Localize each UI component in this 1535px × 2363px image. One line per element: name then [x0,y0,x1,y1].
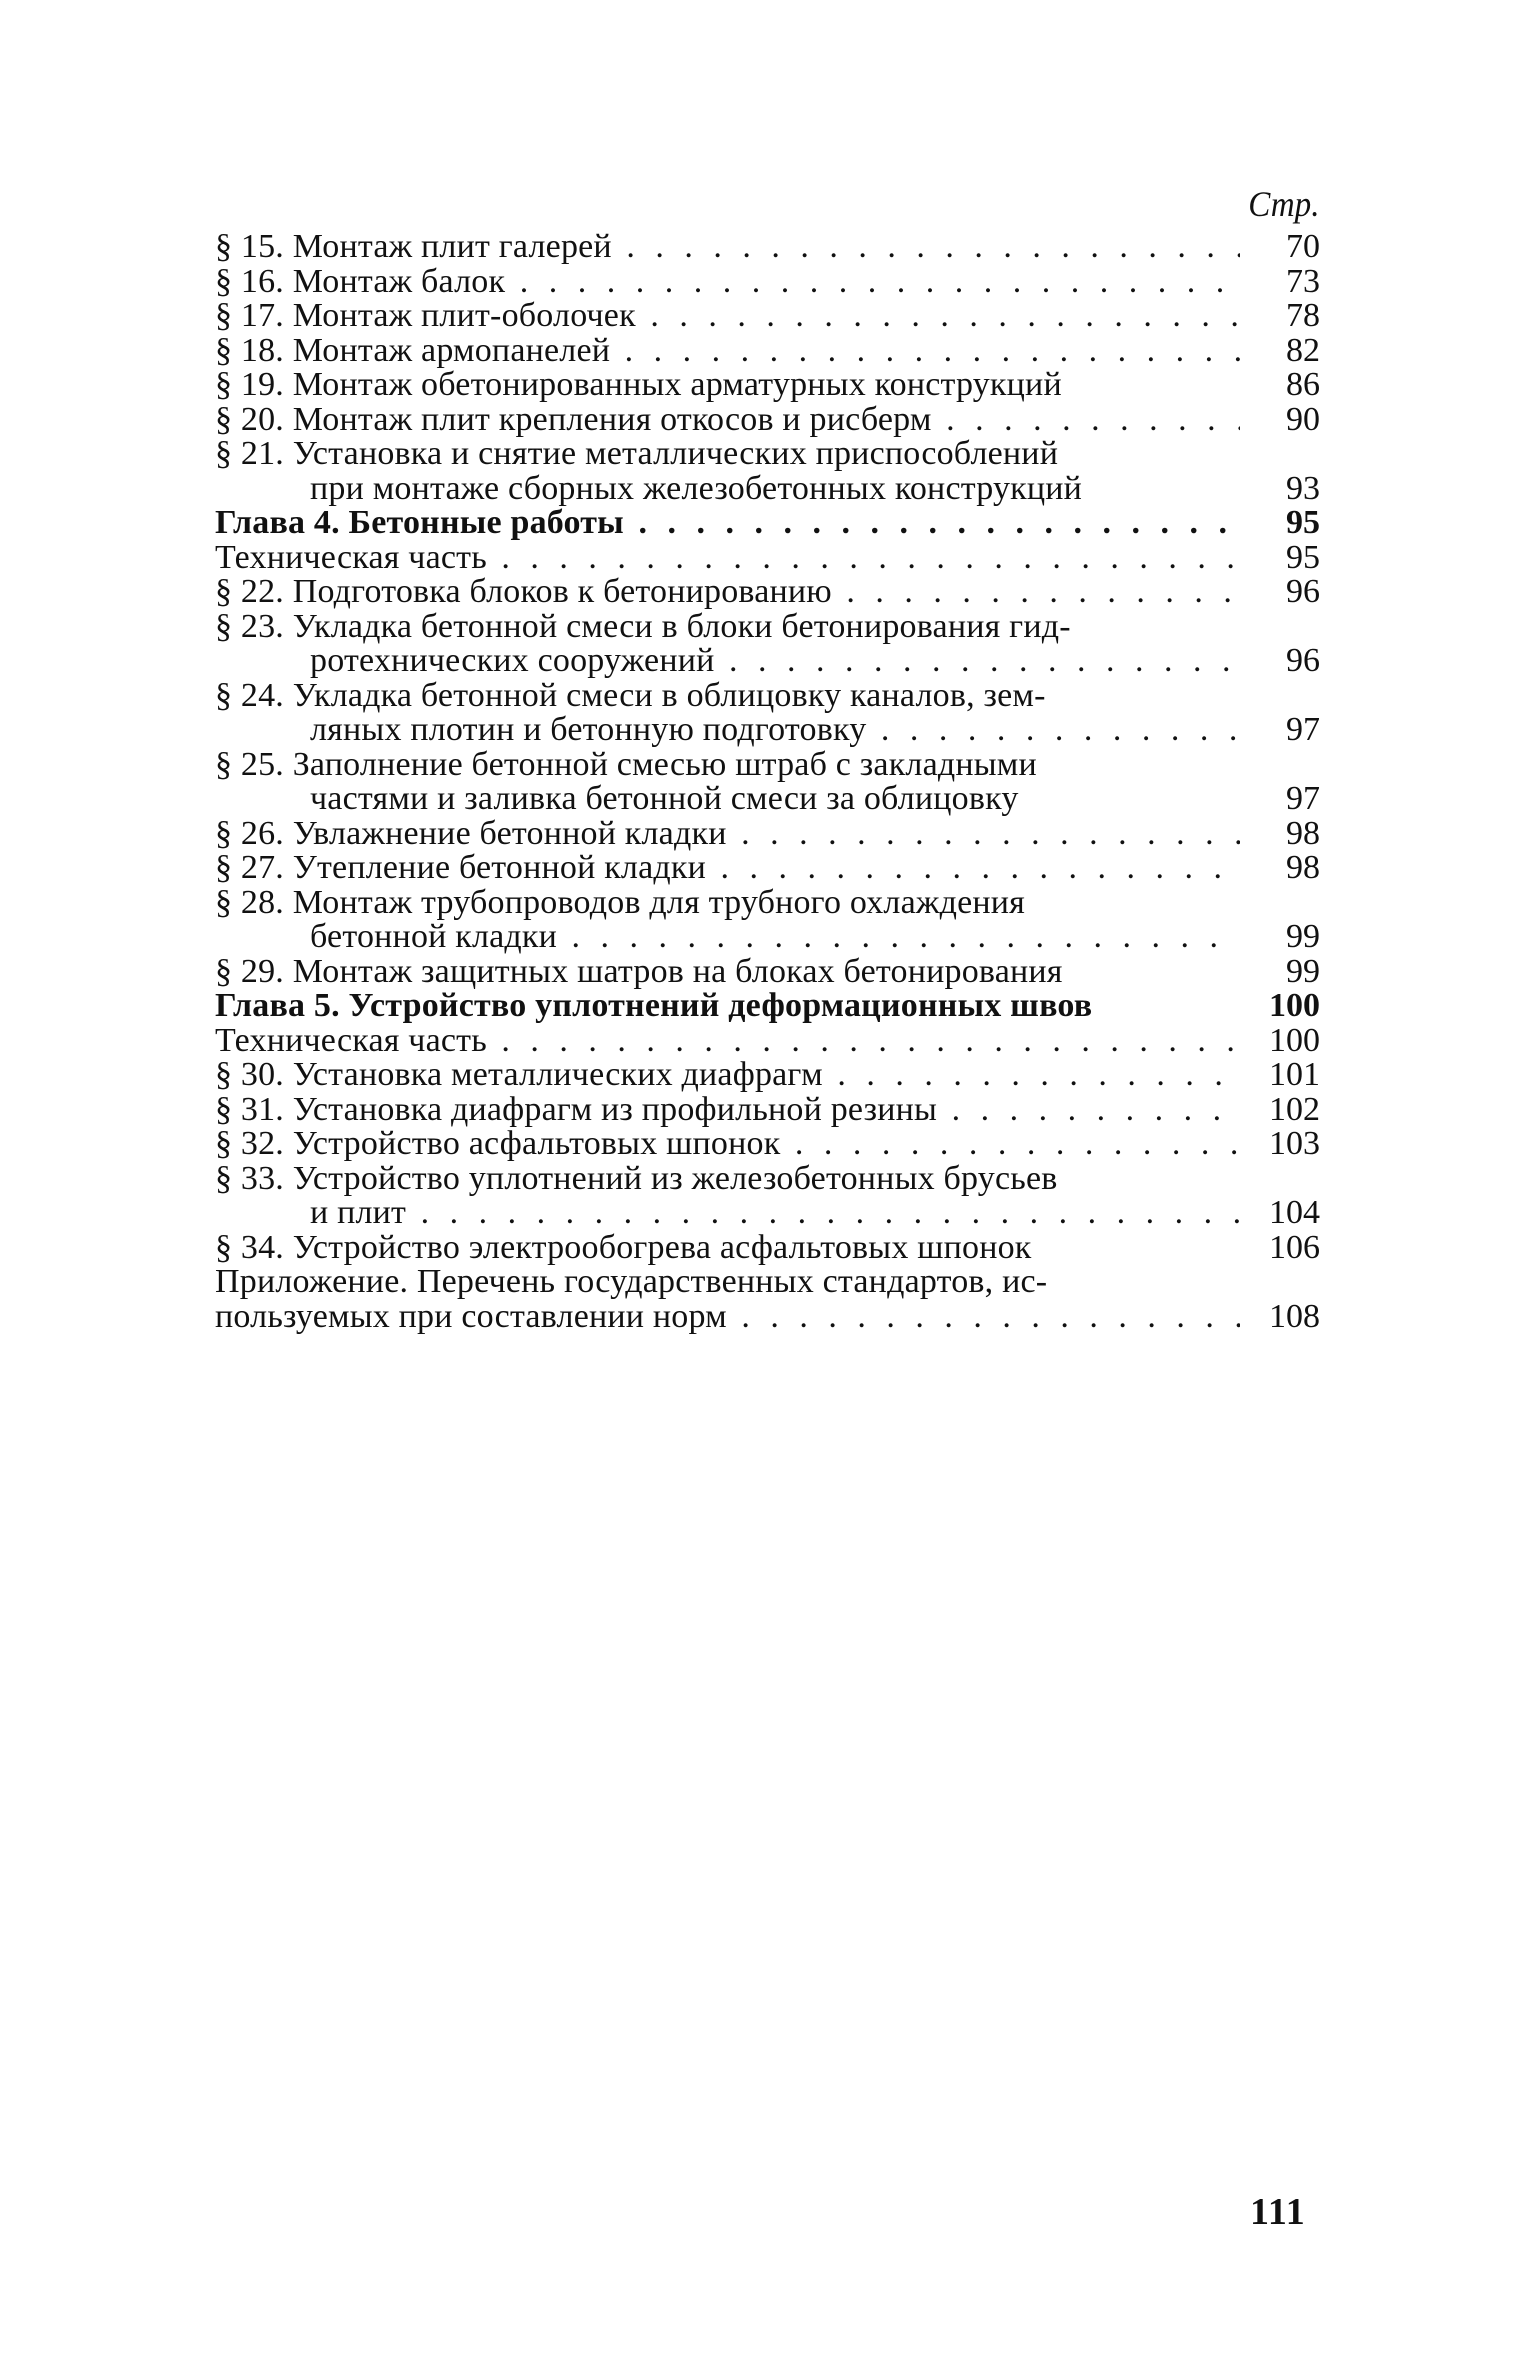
toc-entry-page-number: 97 [1286,780,1320,817]
toc-entry-page-number: 73 [1286,262,1320,300]
toc-entry-line: § 19. Монтаж обетонированных арматурных конструкций [215,368,1062,403]
toc-entry [215,851,1320,886]
toc-entry-title [215,400,1320,438]
toc-entry-line: § 18. Монтаж армопанелей . . . [215,334,1240,369]
toc-entry [215,575,1320,610]
toc-entry-page-number: 78 [1286,297,1320,334]
toc-entry-page-number: 98 [1286,849,1320,886]
toc-entry-line: бетонной кладки . . . [215,920,1240,955]
toc-entry-line: § 28. Монтаж трубопроводов для трубного охлаждения [215,885,1025,920]
toc-entry-page-number: 99 [1286,918,1320,955]
toc-entry-title [215,679,1320,748]
toc-entry-line: Глава 4. Бетонные работы . . . [215,506,1240,541]
toc-entry [215,989,1320,1024]
toc-entry-page-number: 101 [1269,1056,1320,1093]
toc-entry-line: Глава 5. Устройство уплотнений деформационных швов [215,989,1093,1024]
toc-entry-title [215,1162,1320,1231]
toc-entry [215,1090,1320,1128]
toc-entry-title [215,1090,1320,1128]
toc-entry-page-number: 108 [1269,1297,1320,1335]
toc-entry-line: § 17. Монтаж плит-оболочек . . . [215,299,1240,334]
toc-entry-title [215,886,1320,955]
toc-entry-line: § 24. Укладка бетонной смеси в облицовку каналов, зем- [215,678,1046,713]
table-of-contents [215,178,1320,1334]
toc-entry-title [215,1058,1320,1093]
toc-entry-page-number: 106 [1269,1228,1320,1266]
toc-entry-title [215,575,1320,610]
toc-entry [215,1058,1320,1093]
toc-entry-page-number: 97 [1286,711,1320,748]
toc-entry-page-number: 90 [1286,400,1320,438]
toc-entry-page-number: 93 [1286,469,1320,507]
toc-entry [215,1265,1320,1334]
toc-entry-line: ляных плотин и бетонную подготовку . . . [215,713,1240,748]
toc-entry-line: Техническая часть . . . [215,541,1240,576]
toc-entry-line: Приложение. Перечень государственных стандартов, ис- [215,1265,1048,1300]
toc-entry-title [215,331,1320,369]
toc-entry-line: § 29. Монтаж защитных шатров на блоках бетонирования [215,954,1063,989]
page-column-label: Стр. [1248,184,1320,224]
toc-entry-page-number: 99 [1286,952,1320,990]
toc-entry-page-number: 82 [1286,331,1320,369]
toc-entry-line: § 30. Установка металлических диафрагм . . . [215,1058,1240,1093]
toc-entry-line: ротехнических сооружений . . . [215,644,1240,679]
toc-entry-title [215,610,1320,679]
toc-entry-title [215,506,1320,541]
toc-entry-line: и плит . . . [215,1196,1240,1231]
toc-entry-line: § 34. Устройство электрообогрева асфальтовых шпонок [215,1230,1032,1265]
toc-entry [215,886,1320,955]
toc-entry-line: § 32. Устройство асфальтовых шпонок . . . [215,1127,1240,1162]
toc-entries [215,230,1320,1334]
toc-entry [215,506,1320,541]
toc-entry-line: § 20. Монтаж плит крепления откосов и рисберм . . . [215,403,1240,438]
toc-entry-page-number: 86 [1286,366,1320,403]
toc-entry-page-number: 104 [1269,1194,1320,1231]
toc-entry-line: частями и заливка бетонной смеси за облицовку [310,782,1019,817]
toc-header [215,178,1320,230]
toc-entry [215,368,1320,403]
toc-entry-line: § 31. Установка диафрагм из профильной резины . . . [215,1093,1240,1128]
toc-entry-title [215,814,1320,852]
toc-entry-title [215,989,1320,1024]
toc-entry-line: пользуемых при составлении норм . . . [215,1300,1240,1335]
toc-entry [215,814,1320,852]
toc-entry-line: § 26. Увлажнение бетонной кладки . . . [215,817,1240,852]
toc-entry [215,1127,1320,1162]
toc-entry-title [215,1127,1320,1162]
toc-entry-title [215,952,1320,990]
toc-entry-line: при монтаже сборных железобетонных конструкций [310,471,1083,506]
toc-entry-title [215,1265,1320,1334]
toc-entry [215,437,1320,506]
toc-entry-line: § 21. Установка и снятие металлических приспособлений [215,437,1059,472]
toc-entry [215,679,1320,748]
toc-entry-page-number: 98 [1286,814,1320,852]
toc-entry-title [215,1228,1320,1266]
toc-entry [215,299,1320,334]
toc-entry [215,230,1320,265]
toc-entry-title [215,262,1320,300]
toc-entry [215,1162,1320,1231]
toc-entry-line: § 16. Монтаж балок . . . [215,265,1240,300]
toc-entry-title [215,748,1320,817]
toc-entry-page-number: 95 [1286,504,1320,541]
toc-entry [215,400,1320,438]
toc-entry [215,331,1320,369]
toc-entry-title [215,851,1320,886]
toc-entry-title [215,230,1320,265]
toc-entry-title [215,538,1320,576]
toc-entry-page-number: 103 [1269,1125,1320,1162]
toc-entry [215,952,1320,990]
toc-entry-page-number: 100 [1269,987,1320,1024]
toc-entry [215,748,1320,817]
toc-entry-page-number: 100 [1269,1021,1320,1059]
toc-entry [215,1021,1320,1059]
toc-entry-title [215,299,1320,334]
toc-entry-title [215,1021,1320,1059]
toc-entry [215,262,1320,300]
toc-entry-page-number: 96 [1286,642,1320,679]
toc-entry-line: § 23. Укладка бетонной смеси в блоки бетонирования гид- [215,609,1071,644]
toc-entry [215,538,1320,576]
toc-entry-line: § 25. Заполнение бетонной смесью штраб с закладными [215,747,1037,782]
toc-entry-page-number: 70 [1286,228,1320,265]
page-number: 111 [1250,2191,1306,2233]
toc-entry-line: § 15. Монтаж плит галерей . . . [215,230,1240,265]
toc-entry [215,610,1320,679]
toc-entry-line: Техническая часть . . . [215,1024,1240,1059]
toc-entry-line: § 33. Устройство уплотнений из железобетонных брусьев [215,1161,1058,1196]
toc-entry-page-number: 102 [1269,1090,1320,1128]
toc-entry [215,1228,1320,1266]
toc-entry-page-number: 95 [1286,538,1320,576]
toc-entry-title [215,437,1320,506]
toc-entry-page-number: 96 [1286,573,1320,610]
toc-entry-line: § 22. Подготовка блоков к бетонированию . . . [215,575,1240,610]
toc-entry-title [215,368,1320,403]
toc-entry-line: § 27. Утепление бетонной кладки . . . [215,851,1240,886]
